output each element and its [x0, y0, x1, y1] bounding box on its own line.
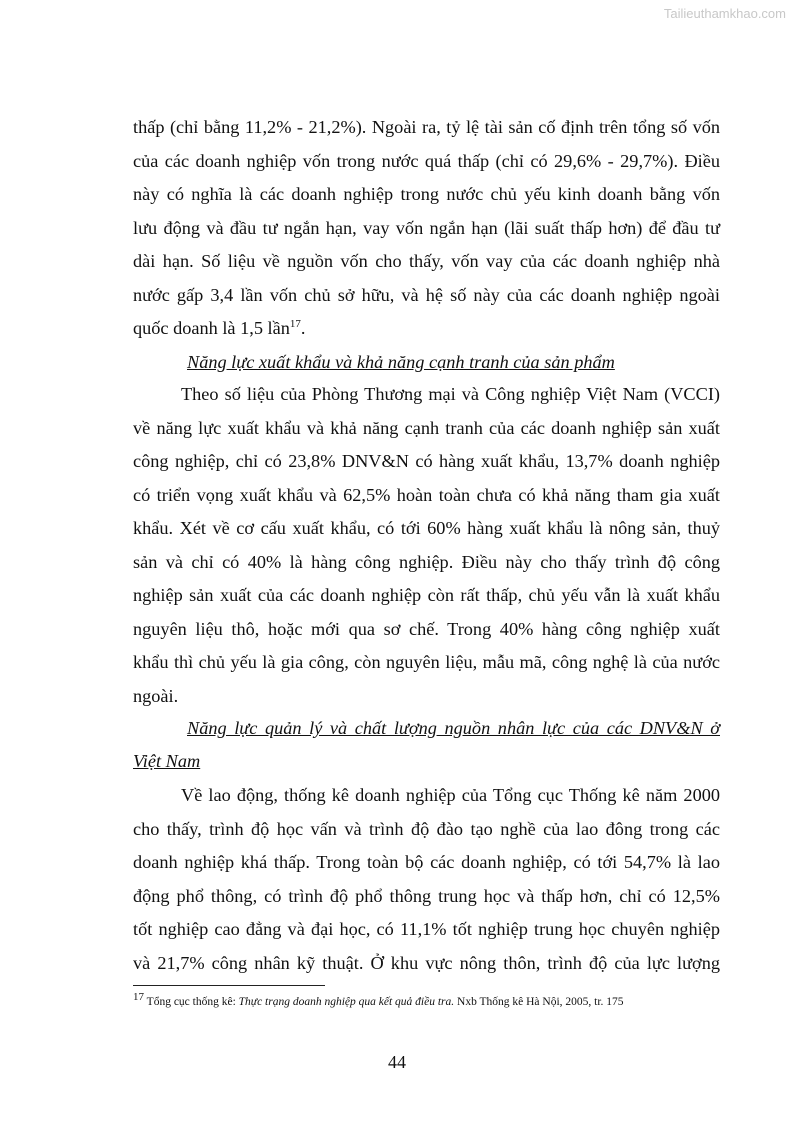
line-text: nguyên liệu thô, hoặc mới qua sơ chế. Trong 40% hàng công nghiệp xuất: [133, 618, 720, 639]
text-line: [133, 483, 720, 507]
line-text: về năng lực xuất khẩu và khả năng cạnh tranh của các doanh nghiệp sản xuất: [133, 417, 720, 438]
line-text: thấp (chỉ bằng 11,2% - 21,2%). Ngoài ra, tỷ lệ tài sản cố định trên tổng số vốn: [133, 117, 720, 137]
footnote-publisher: Nxb Thống kê Hà Nội, 2005, tr. 175: [454, 996, 624, 1008]
footnote-number: 17: [133, 991, 144, 1004]
text-line: [133, 684, 720, 708]
text-line: [187, 350, 720, 374]
line-text: công nghiệp, chỉ có 23,8% DNV&N có hàng xuất khẩu, 13,7% doanh nghiệp: [133, 451, 720, 471]
text-line: [133, 182, 720, 206]
text-line: [133, 249, 720, 273]
line-text: nước gấp 3,4 lần vốn chủ sở hữu, và hệ số này của các doanh nghiệp ngoài: [133, 284, 720, 305]
text-line: [133, 449, 720, 473]
line-text: Về lao động, thống kê doanh nghiệp của Tổng cục Thống kê năm 2000: [181, 785, 720, 805]
line-text: nghiệp sản xuất của các doanh nghiệp còn rất thấp, chủ yếu vẫn là xuất khẩu: [133, 585, 720, 605]
page-number: 44: [388, 1052, 406, 1072]
text-line: [181, 783, 720, 807]
line-text: lưu động và đầu tư ngắn hạn, vay vốn ngắn hạn (lãi suất thấp hơn) để đầu tư: [133, 217, 720, 238]
text-line: [187, 716, 720, 740]
footnote: [133, 991, 624, 1008]
text-line: [133, 516, 720, 540]
text-line: [133, 416, 720, 440]
text-line: [133, 583, 720, 607]
footnote-title: Thực trạng doanh nghiệp qua kết quả điều tra.: [238, 996, 455, 1008]
line-text: .: [300, 318, 306, 338]
line-text: động phổ thông, có trình độ phổ thông trung học và thấp hơn, chỉ có 12,5%: [133, 885, 720, 906]
text-line: [133, 617, 720, 641]
line-text: khẩu thì chủ yếu là gia công, còn nguyên liệu, mẫu mã, công nghệ là của nước: [133, 652, 720, 672]
footnote-text: Tổng cục thống kê:: [144, 996, 239, 1008]
text-line: [133, 951, 720, 975]
line-text: có triển vọng xuất khẩu và 62,5% hoàn toàn chưa có khả năng tham gia xuất: [133, 484, 720, 505]
text-line: [133, 917, 720, 941]
footnote-separator: [133, 985, 325, 986]
text-line: [133, 749, 720, 773]
text-line: [133, 817, 720, 841]
line-text: Năng lực xuất khẩu và khả năng cạnh tranh của sản phẩm: [187, 351, 615, 372]
text-line: [133, 115, 720, 139]
line-text: khẩu. Xét về cơ cấu xuất khẩu, có tới 60% hàng xuất khẩu là nông sản, thuỷ: [133, 518, 720, 538]
line-text: doanh nghiệp khá thấp. Trong toàn bộ các doanh nghiệp, có tới 54,7% là lao: [133, 852, 720, 872]
line-text: tốt nghiệp cao đẳng và đại học, có 11,1% tốt nghiệp trung học chuyên nghiệp: [133, 919, 720, 939]
line-text: quốc doanh là 1,5 lần: [133, 318, 290, 338]
line-text: của các doanh nghiệp vốn trong nước quá thấp (chỉ có 29,6% - 29,7%). Điều: [133, 150, 720, 171]
text-line: [181, 382, 720, 406]
text-line: [133, 149, 720, 173]
line-text: Năng lực quản lý và chất lượng nguồn nhân lực của các DNV&N ở: [187, 718, 720, 738]
line-text: cho thấy, trình độ học vấn và trình độ đào tạo nghề của lao đông trong các: [133, 818, 720, 839]
text-line: [133, 283, 720, 307]
line-text: dài hạn. Số liệu về nguồn vốn cho thấy, vốn vay của các doanh nghiệp nhà: [133, 251, 720, 271]
line-text: Việt Nam: [133, 751, 201, 771]
text-line: [133, 884, 720, 908]
text-line: [133, 550, 720, 574]
text-line: [133, 316, 720, 340]
watermark: Tailieuthamkhao.com: [663, 6, 786, 21]
line-text: sản và chỉ có 40% là hàng công nghiệp. Điều này cho thấy trình độ công: [133, 551, 720, 572]
text-line: [133, 850, 720, 874]
line-text: và 21,7% công nhân kỹ thuật. Ở khu vực nông thôn, trình độ của lực lượng: [133, 952, 720, 973]
line-text: Theo số liệu của Phòng Thương mại và Công nghiệp Việt Nam (VCCI): [181, 384, 720, 404]
line-text: ngoài.: [133, 685, 179, 706]
text-line: [133, 216, 720, 240]
footnote-ref: 17: [289, 317, 301, 330]
text-line: [133, 650, 720, 674]
line-text: này có nghĩa là các doanh nghiệp trong nước chủ yếu kinh doanh bằng vốn: [133, 184, 720, 204]
